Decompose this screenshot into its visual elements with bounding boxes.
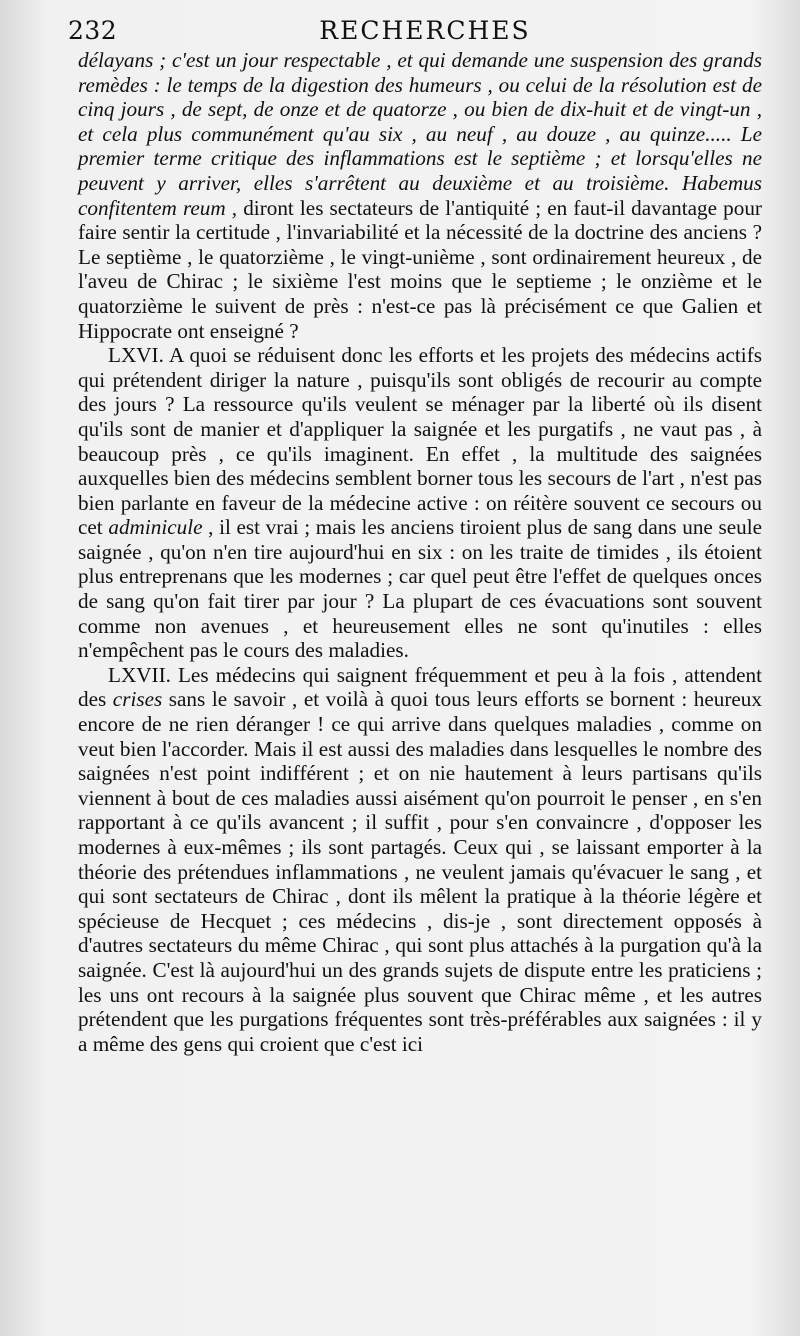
page-number: 232 <box>68 16 118 45</box>
text-segment-italic: délayans ; c'est un jour respectable , et qui demande une suspension des grands remèdes : le temps de la digestion des humeurs , ou celui de la résolution est de cinq jours , de sept, de onze et de quatorze , ou bien de dix-huit et de vingt-un , et cela plus communément qu'au six , au neuf , au douze , au quinze..... Le premier terme critique des inflammations est le septième ; et lorsqu'elles ne peuvent y arriver, elles s'arrêtent au deuxième et au troisième. Habemus confitentem reum , <box>78 48 762 220</box>
text-segment-italic: crises <box>112 687 163 712</box>
text-segment: sans le savoir , et voilà à quoi tous leurs efforts se bornent : heureux encore de ne rien déranger ! ce qui arrive dans quelques maladies , comme on veut bien l'accorder. Mais il est aussi des maladies dans lesquelles le nombre des saignées n'est point indifférent ; et on nie hautement à leurs partisans qu'ils viennent à bout de ces maladies aussi aisément qu'on pourroit le penser , en s'en rapportant à ce qu'ils avancent ; il suffit , pour s'en convaincre , d'opposer les modernes à eux-mêmes ; ils sont partagés. Ceux qui , se laissant emporter à la théorie des prétendues inflammations , ne veulent jamais qu'évacuer le sang , et qui sont sectateurs de Chirac , dont ils mêlent la pratique à la théorie légère et spécieuse de Hecquet ; ces médecins , dis-je , sont directement opposés à d'autres sectateurs du même Chirac , qui sont plus attachés à la purgation qu'à la saignée. C'est là aujourd'hui un des grands sujets de dispute entre les praticiens ; les uns ont recours à la saignée plus souvent que Chirac même , et les autres prétendent que les purgations fréquentes sont très-préférables aux saignées : il y a même des gens qui croient que c'est ici <box>78 687 762 1056</box>
body-text <box>78 48 762 1056</box>
paragraph-lxvii <box>78 663 762 1057</box>
paragraph-lxvi <box>78 343 762 663</box>
text-segment: , il est vrai ; mais les anciens tiroient plus de sang dans une seule saignée , qu'on n'en tire aujourd'hui en six : on les traite de timides , ils étoient plus entreprenans que les modernes ; car quel peut être l'effet de quelques onces de sang qu'on fait tirer par jour ? La plupart de ces évacuations sont souvent comme non avenues , et heureusement elles ne sont qu'inutiles : elles n'empêchent pas le cours des maladies. <box>78 515 762 663</box>
text-segment: diront les sectateurs de l'antiquité ; en faut-il davantage pour faire sentir la certitude , l'invariabilité et la nécessité de la doctrine des anciens ? Le septième , le quatorzième , le vingt-unième , sont ordinairement heureux , de l'aveu de Chirac ; le sixième l'est moins que le septieme ; le onzième et le quatorzième le suivent de près : n'est-ce pas là précisément ce que Galien et Hippocrate ont enseigné ? <box>78 195 762 343</box>
text-segment: LXVI. A quoi se réduisent donc les efforts et les projets des médecins actifs qui prétendent diriger la nature , puisqu'ils sont obligés de recourir au compte des jours ? La ressource qu'ils veulent se ménager par la liberté où ils disent qu'ils sont de manier et d'appliquer la saignée et les purgatifs , ne vaut pas , à beaucoup près , ce qu'ils imaginent. En effet , la multitude des saignées auxquelles bien des médecins semblent borner tous les secours de l'art , n'est pas bien parlante en faveur de la médecine active : on réitère souvent ce secours ou cet <box>78 343 762 540</box>
text-segment: LXVII. Les médecins qui saignent fréquemment et peu à la fois , attendent des <box>78 662 762 712</box>
running-title: RECHERCHES <box>319 16 531 45</box>
paragraph-continuation <box>78 48 762 343</box>
text-segment-italic: adminicule <box>108 515 203 540</box>
running-head <box>68 8 762 45</box>
